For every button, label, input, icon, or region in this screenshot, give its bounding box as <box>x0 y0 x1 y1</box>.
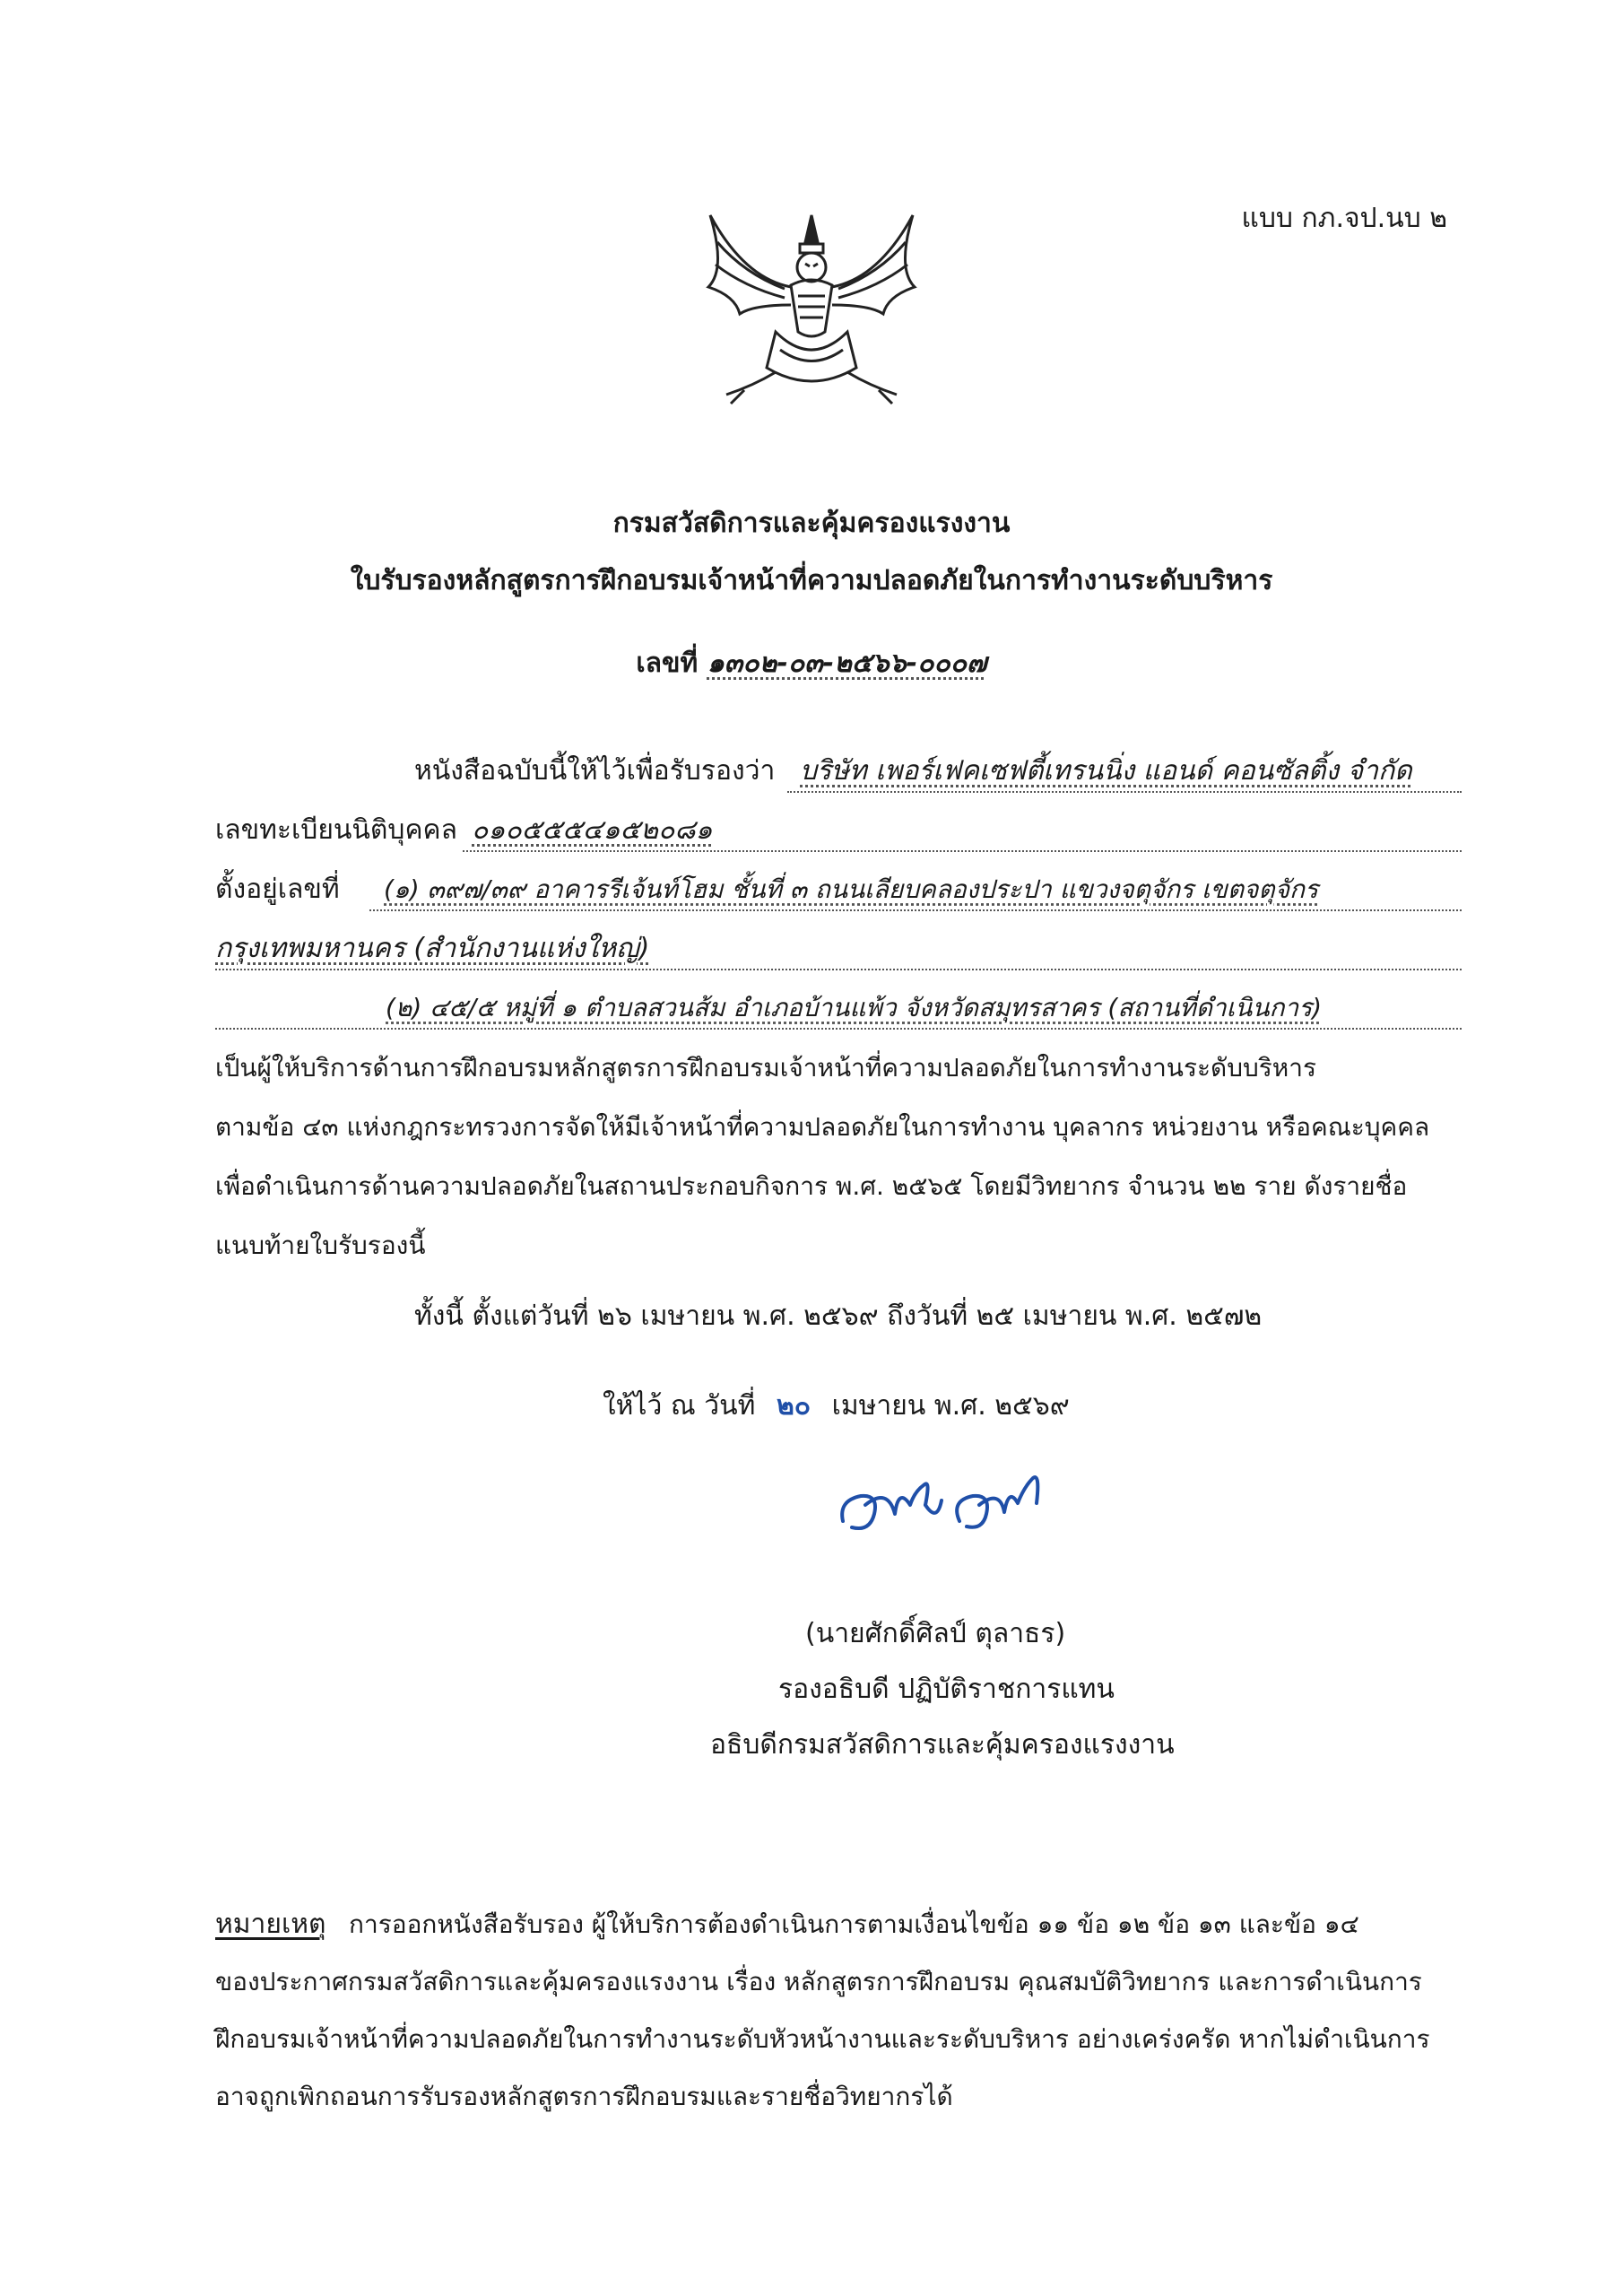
signer-position-1: รองอธิบดี ปฏิบัติราชการแทน <box>778 1674 1115 1705</box>
address-label: ตั้งอยู่เลขที่ <box>215 874 340 905</box>
note-line-3: ฝึกอบรมเจ้าหน้าที่ความปลอดภัยในการทำงานระดับหัวหน้างานและระดับบริหาร อย่างเคร่งครัด หากไม่ดำเนินการ <box>215 2024 1430 2054</box>
certificate-title: ใบรับรองหลักสูตรการฝึกอบรมเจ้าหน้าที่ความปลอดภัยในการทำงานระดับบริหาร <box>350 565 1273 596</box>
number-label: เลขที่ <box>636 648 699 679</box>
number-value: ๑๓๐๒-๐๓-๒๕๖๖-๐๐๐๗ <box>707 648 987 679</box>
address-line-2 <box>215 929 1462 970</box>
signer-position-2: อธิบดีกรมสวัสดิการและคุ้มครองแรงงาน <box>710 1729 1175 1761</box>
para-line-3: เพื่อดำเนินการด้านความปลอดภัยในสถานประกอบกิจการ พ.ศ. ๒๕๖๕ โดยมีวิทยากร จำนวน ๒๒ ราย ดังรายชื่อ <box>215 1171 1408 1201</box>
given-suffix: เมษายน พ.ศ. ๒๕๖๙ <box>831 1390 1070 1422</box>
note-line-4: อาจถูกเพิกถอนการรับรองหลักสูตรการฝึกอบรมและรายชื่อวิทยากรได้ <box>215 2082 953 2111</box>
garuda-emblem-icon <box>690 188 933 413</box>
para-line-4: แนบท้ายใบรับรองนี้ <box>215 1231 426 1260</box>
form-code: แบบ กภ.จป.นบ ๒ <box>1241 203 1447 234</box>
note-label: หมายเหตุ <box>215 1909 326 1940</box>
given-date <box>603 1387 1070 1426</box>
para-line-1: เป็นผู้ให้บริการด้านการฝึกอบรมหลักสูตรการฝึกอบรมเจ้าหน้าที่ความปลอดภัยในการทำงานระดับบริหาร <box>215 1053 1317 1083</box>
validity-period: ทั้งนี้ ตั้งแต่วันที่ ๒๖ เมษายน พ.ศ. ๒๕๖๙ ถึงวันที่ ๒๕ เมษายน พ.ศ. ๒๕๗๒ <box>414 1300 1263 1332</box>
address-1-line2: กรุงเทพมหานคร (สำนักงานแห่งใหญ่) <box>215 933 650 964</box>
address-1-line1: (๑) ๓๙๗/๓๙ อาคารรีเจ้นท์โฮม ชั้นที่ ๓ ถนนเลียบคลองประปา แขวงจตุจักร เขตจตุจักร <box>384 874 1319 904</box>
address-line-1 <box>369 870 1462 911</box>
para-line-2: ตามข้อ ๔๓ แห่งกฎกระทรวงการจัดให้มีเจ้าหน้าที่ความปลอดภัยในการทำงาน บุคลากร หน่วยงาน หรือคณะบุคคล <box>215 1112 1430 1142</box>
company-name: บริษัท เพอร์เฟคเซฟตี้เทรนนิ่ง แอนด์ คอนซัลติ้ง จำกัด <box>800 755 1412 787</box>
note-line-1 <box>215 1905 1359 1944</box>
note-text-1: การออกหนังสือรับรอง ผู้ให้บริการต้องดำเนินการตามเงื่อนไขข้อ ๑๑ ข้อ ๑๒ ข้อ ๑๓ และข้อ ๑๔ <box>349 1909 1359 1939</box>
company-name-line <box>787 752 1462 793</box>
agency-name: กรมสวัสดิการและคุ้มครองแรงงาน <box>612 508 1011 539</box>
registration-line <box>463 811 1462 852</box>
registration-value: ๐๑๐๕๕๕๔๑๕๒๐๘๑ <box>472 814 713 846</box>
note-line-2: ของประกาศกรมสวัสดิการและคุ้มครองแรงงาน เรื่อง หลักสูตรการฝึกอบรม คุณสมบัติวิทยากร และการดำเนินการ <box>215 1967 1422 1996</box>
signer-name: (นายศักดิ์ศิลป์ ตุลาธร) <box>805 1618 1066 1649</box>
given-prefix: ให้ไว้ ณ วันที่ <box>603 1390 756 1422</box>
given-day: ๒๐ <box>776 1390 812 1422</box>
address-2: (๒) ๔๕/๕ หมู่ที่ ๑ ตำบลสวนส้ม อำเภอบ้านแพ้ว จังหวัดสมุทรสาคร (สถานที่ดำเนินการ) <box>386 993 1323 1022</box>
certificate-paragraph <box>215 1039 1462 1275</box>
certificate-number <box>0 644 1623 683</box>
address-line-3 <box>215 988 1462 1030</box>
certify-label: หนังสือฉบับนี้ให้ไว้เพื่อรับรองว่า <box>414 755 776 787</box>
registration-label: เลขทะเบียนนิติบุคคล <box>215 814 457 846</box>
handwritten-signature-icon <box>825 1451 1067 1550</box>
